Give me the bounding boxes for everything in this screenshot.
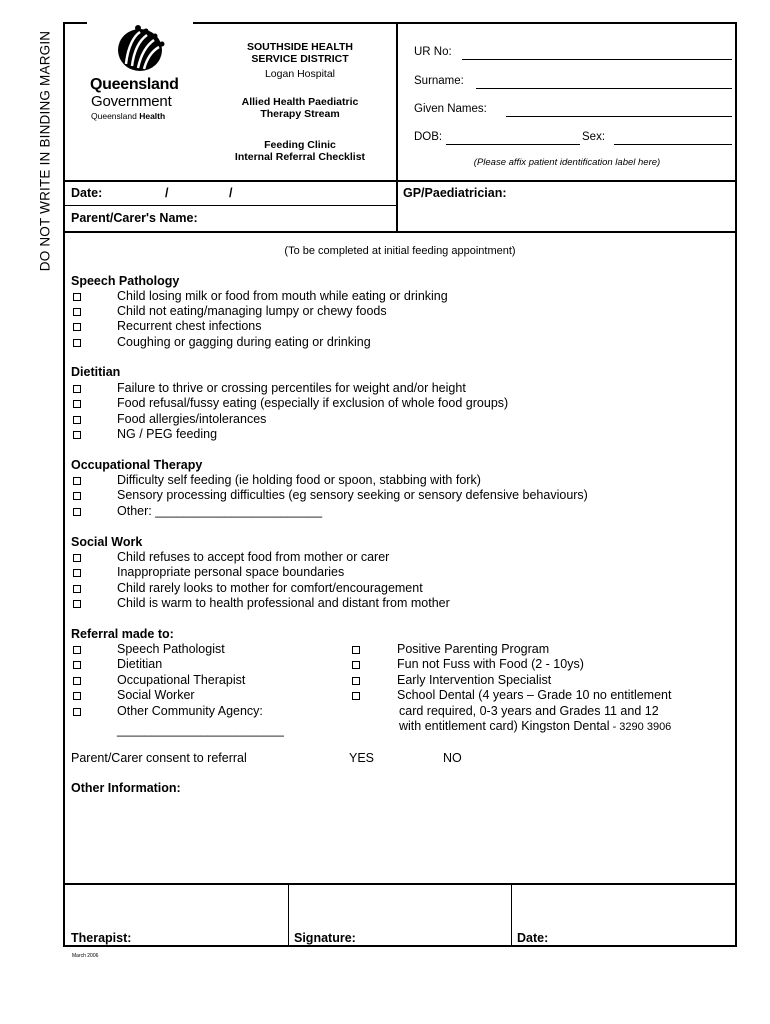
- occupational-therapy-heading: Occupational Therapy: [71, 458, 203, 472]
- kingston-dental-phone: - 3290 3906: [609, 721, 672, 733]
- form-version: March 2006: [72, 953, 99, 959]
- checklist-item: Other: ________________________: [117, 504, 323, 518]
- checklist-item: Child is warm to health professional and distant from mother: [117, 596, 450, 610]
- label-note: (Please affix patient identification label here): [473, 157, 661, 168]
- referral-option: Speech Pathologist: [117, 642, 225, 656]
- checklist-item: Child rarely looks to mother for comfort/encouragement: [117, 581, 423, 595]
- checkbox[interactable]: [73, 385, 81, 393]
- checkbox[interactable]: [73, 508, 81, 516]
- footer-bottom-line: [63, 945, 737, 947]
- footer-divider-2: [511, 883, 512, 946]
- checkbox[interactable]: [73, 492, 81, 500]
- other-agency-field[interactable]: ________________________: [117, 723, 284, 737]
- given-names-field[interactable]: [506, 116, 732, 117]
- checklist-item: Child refuses to accept food from mother or carer: [117, 550, 390, 564]
- gp-label: GP/Paediatrician:: [403, 186, 507, 200]
- checkbox[interactable]: [73, 416, 81, 424]
- checkbox[interactable]: [73, 600, 81, 608]
- referral-heading: Referral made to:: [71, 627, 174, 641]
- hospital-name: Logan Hospital: [264, 68, 336, 80]
- instruction-text: (To be completed at initial feeding appointment): [284, 245, 516, 257]
- ur-no-label: UR No:: [414, 46, 452, 58]
- referral-option: School Dental (4 years – Grade 10 no entitlement: [397, 688, 672, 702]
- checkbox[interactable]: [73, 585, 81, 593]
- district-name: SOUTHSIDE HEALTH SERVICE DISTRICT: [247, 41, 353, 65]
- consent-yes-option[interactable]: YES: [349, 751, 375, 765]
- checklist-item: Recurrent chest infections: [117, 319, 262, 333]
- form-title: Feeding Clinic Internal Referral Checklist: [234, 139, 366, 163]
- checkbox[interactable]: [73, 646, 81, 654]
- consent-no-option[interactable]: NO: [443, 751, 462, 765]
- signature-label: Signature:: [294, 931, 356, 945]
- date-slash-1: /: [165, 186, 169, 200]
- checklist-item: Food allergies/intolerances: [117, 412, 267, 426]
- info-bottom-line: [63, 231, 737, 233]
- sex-label: Sex:: [582, 131, 606, 143]
- dob-field[interactable]: [446, 144, 580, 145]
- date-slash-2: /: [229, 186, 233, 200]
- checklist-item: Food refusal/fussy eating (especially if exclusion of whole food groups): [117, 396, 509, 410]
- checklist-item: Inappropriate personal space boundaries: [117, 565, 345, 579]
- checklist-item: NG / PEG feeding: [117, 427, 218, 441]
- referral-option: Fun not Fuss with Food (2 - 10ys): [397, 657, 584, 671]
- header-bottom-line: [63, 180, 737, 182]
- footer-divider-1: [288, 883, 289, 946]
- referral-option: Dietitian: [117, 657, 163, 671]
- checkbox[interactable]: [73, 431, 81, 439]
- checkbox[interactable]: [73, 692, 81, 700]
- referral-option: Other Community Agency:: [117, 704, 263, 718]
- given-names-label: Given Names:: [414, 103, 487, 115]
- ur-no-field[interactable]: [462, 59, 732, 60]
- checkbox[interactable]: [73, 477, 81, 485]
- frame-top: [193, 22, 737, 24]
- referral-option: Positive Parenting Program: [397, 642, 550, 656]
- date-row-line: [63, 205, 397, 206]
- referral-option: Early Intervention Specialist: [397, 673, 552, 687]
- footer-date-label: Date:: [517, 931, 549, 945]
- checkbox[interactable]: [73, 339, 81, 347]
- dietitian-heading: Dietitian: [71, 365, 121, 379]
- surname-label: Surname:: [414, 75, 464, 87]
- checkbox[interactable]: [73, 323, 81, 331]
- social-work-heading: Social Work: [71, 535, 143, 549]
- checkbox[interactable]: [73, 554, 81, 562]
- checkbox[interactable]: [352, 646, 360, 654]
- checkbox[interactable]: [73, 677, 81, 685]
- checklist-item: Child not eating/managing lumpy or chewy foods: [117, 304, 387, 318]
- dob-label: DOB:: [414, 131, 443, 143]
- checkbox[interactable]: [73, 400, 81, 408]
- checklist-item: Failure to thrive or crossing percentiles for weight and/or height: [117, 381, 466, 395]
- consent-label: Parent/Carer consent to referral: [71, 751, 247, 765]
- therapist-label: Therapist:: [71, 931, 132, 945]
- sex-field[interactable]: [614, 144, 732, 145]
- checklist-item: Difficulty self feeding (ie holding food or spoon, stabbing with fork): [117, 473, 481, 487]
- checkbox[interactable]: [352, 661, 360, 669]
- checklist-item: Child losing milk or food from mouth while eating or drinking: [117, 289, 448, 303]
- checkbox[interactable]: [73, 708, 81, 716]
- frame-right: [735, 22, 737, 946]
- surname-field[interactable]: [476, 88, 732, 89]
- checkbox[interactable]: [352, 692, 360, 700]
- checkbox[interactable]: [73, 308, 81, 316]
- footer-top-line: [63, 883, 737, 885]
- frame-top-left: [63, 22, 87, 24]
- parent-carer-name-label: Parent/Carer's Name:: [71, 211, 198, 225]
- other-information-label: Other Information:: [71, 781, 181, 795]
- checkbox[interactable]: [73, 661, 81, 669]
- referral-option: Occupational Therapist: [117, 673, 246, 687]
- binding-margin-note: DO NOT WRITE IN BINDING MARGIN: [37, 30, 53, 272]
- date-label: Date:: [71, 186, 103, 200]
- checklist-item: Coughing or gagging during eating or drinking: [117, 335, 371, 349]
- checkbox[interactable]: [352, 677, 360, 685]
- checklist-item: Sensory processing difficulties (eg sensory seeking or sensory defensive behaviours): [117, 488, 588, 502]
- frame-left: [63, 22, 65, 946]
- referral-option-continued: with entitlement card) Kingston Dental - 3290 3906: [399, 719, 672, 733]
- speech-pathology-heading: Speech Pathology: [71, 274, 180, 288]
- referral-option-continued: card required, 0-3 years and Grades 11 and 12: [399, 704, 659, 718]
- checkbox[interactable]: [73, 293, 81, 301]
- stream-name: Allied Health Paediatric Therapy Stream: [241, 96, 359, 120]
- checkbox[interactable]: [73, 569, 81, 577]
- coat-of-arms-icon: [110, 24, 170, 74]
- referral-option: Social Worker: [117, 688, 195, 702]
- queensland-government-logo: Queensland Government Queensland Health: [88, 24, 194, 124]
